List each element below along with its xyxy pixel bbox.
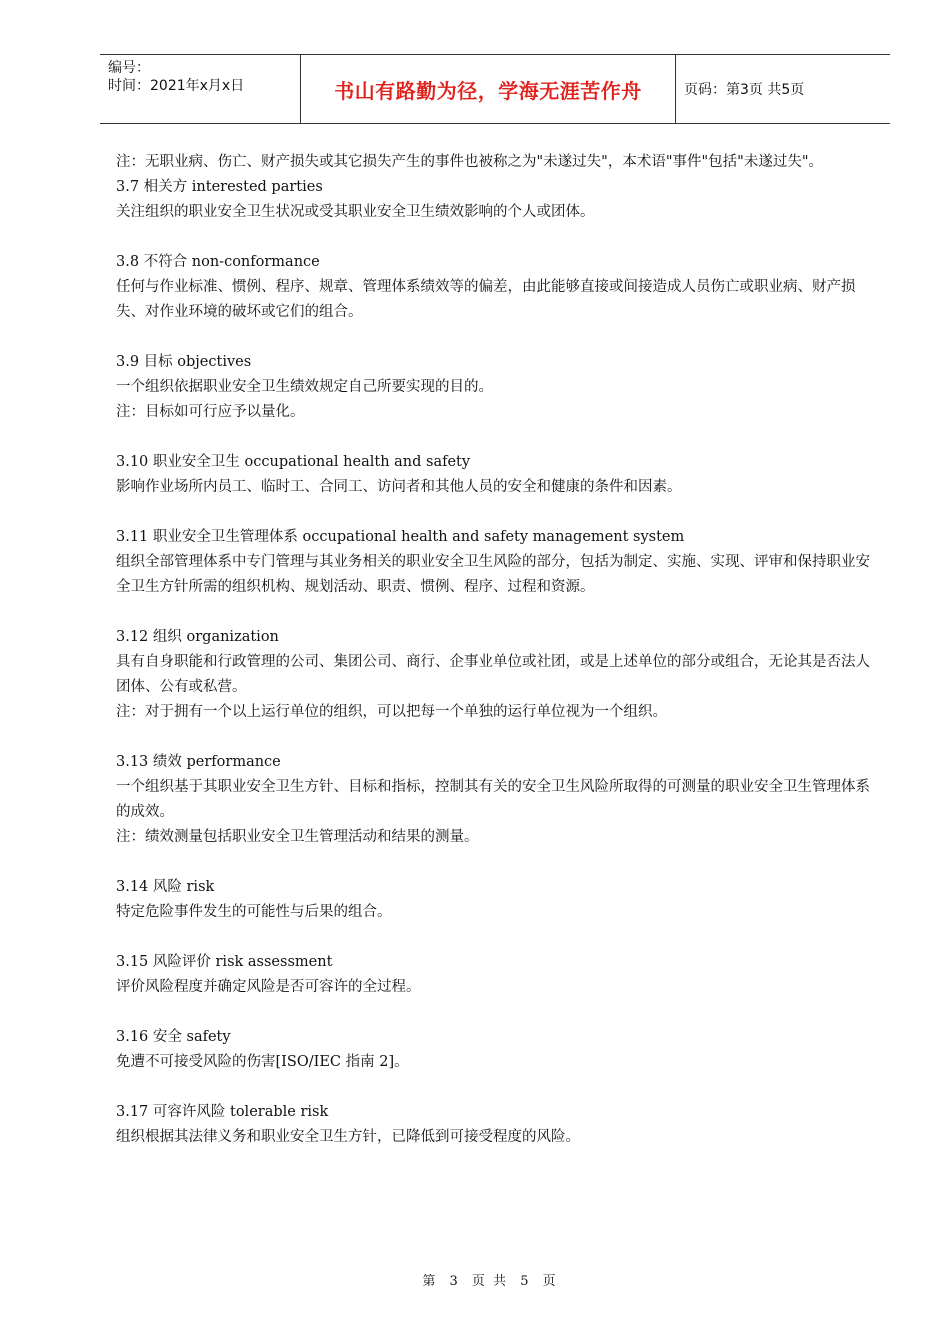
header-motto-cell [300,55,676,123]
spacer [116,600,880,625]
header-meta [100,55,300,123]
spacer [116,425,880,450]
section-heading: 3.17 可容许风险 tolerable risk [116,1104,329,1120]
definition-paragraph: 免遭不可接受风险的伤害[ISO/IEC 指南 2]。 [116,1054,409,1070]
section-heading: 3.14 风险 risk [116,879,215,895]
definition-paragraph: 一个组织基于其职业安全卫生方针、目标和指标，控制其有关的安全卫生风险所取得的可测量的职业安全卫生管理体系的成效。 [116,779,870,820]
page-header [100,54,890,124]
header-page-info: 页码：第3页 共5页 [684,82,805,98]
section-heading: 3.16 安全 safety [116,1029,231,1045]
section-heading: 3.9 目标 objectives [116,354,252,370]
footer-current-page: 3 [449,1274,460,1289]
spacer [116,925,880,950]
header-motto: 书山有路勤为径，学海无涯苦作舟 [334,78,642,103]
note-paragraph: 注：对于拥有一个以上运行单位的组织，可以把每一个单独的运行单位视为一个组织。 [116,704,667,720]
spacer [116,500,880,525]
definition-paragraph: 关注组织的职业安全卫生状况或受其职业安全卫生绩效影响的个人或团体。 [116,204,595,220]
section-heading: 3.15 风险评价 risk assessment [116,954,333,970]
definition-paragraph: 评价风险程度并确定风险是否可容许的全过程。 [116,979,421,995]
definition-paragraph: 具有自身职能和行政管理的公司、集团公司、商行、企事业单位或社团，或是上述单位的部分或组合，无论其是否法人团体、公有或私营。 [116,654,870,695]
definition-paragraph: 一个组织依据职业安全卫生绩效规定自己所要实现的目的。 [116,379,493,395]
spacer [116,1000,880,1025]
section-heading: 3.11 职业安全卫生管理体系 occupational health and safety management system [116,529,685,545]
definition-paragraph: 任何与作业标准、惯例、程序、规章、管理体系绩效等的偏差，由此能够直接或间接造成人员伤亡或职业病、财产损失、对作业环境的破坏或它们的组合。 [116,279,856,320]
footer-page-suffix: 页 [542,1274,558,1289]
note-paragraph: 注：目标如可行应予以量化。 [116,404,305,420]
spacer [116,725,880,750]
footer-page-middle: 页 共 [471,1274,509,1289]
spacer [116,850,880,875]
note-paragraph: 注：无职业病、伤亡、财产损失或其它损失产生的事件也被称之为"未遂过失"，本术语"事件"包括"未遂过失"。 [116,154,824,170]
document-time-label: 时间：2021年x月x日 [108,78,245,94]
section-heading: 3.8 不符合 non-conformance [116,254,320,270]
note-paragraph: 注：绩效测量包括职业安全卫生管理活动和结果的测量。 [116,829,479,845]
page-footer [0,1270,950,1289]
footer-page-prefix: 第 [422,1274,438,1289]
definition-paragraph: 组织全部管理体系中专门管理与其业务相关的职业安全卫生风险的部分，包括为制定、实施、实现、评审和保持职业安全卫生方针所需的组织机构、规划活动、职责、惯例、程序、过程和资源。 [116,554,870,595]
document-number-label: 编号： [108,60,150,76]
spacer [116,325,880,350]
section-heading: 3.10 职业安全卫生 occupational health and safety [116,454,471,470]
definition-paragraph: 特定危险事件发生的可能性与后果的组合。 [116,904,392,920]
section-heading: 3.7 相关方 interested parties [116,179,323,195]
section-heading: 3.12 组织 organization [116,629,279,645]
spacer [116,225,880,250]
spacer [116,1075,880,1100]
definition-paragraph: 影响作业场所内员工、临时工、合同工、访问者和其他人员的安全和健康的条件和因素。 [116,479,682,495]
footer-total-pages: 5 [520,1274,531,1289]
section-heading: 3.13 绩效 performance [116,754,281,770]
document-body [116,150,880,1150]
definition-paragraph: 组织根据其法律义务和职业安全卫生方针，已降低到可接受程度的风险。 [116,1129,580,1145]
